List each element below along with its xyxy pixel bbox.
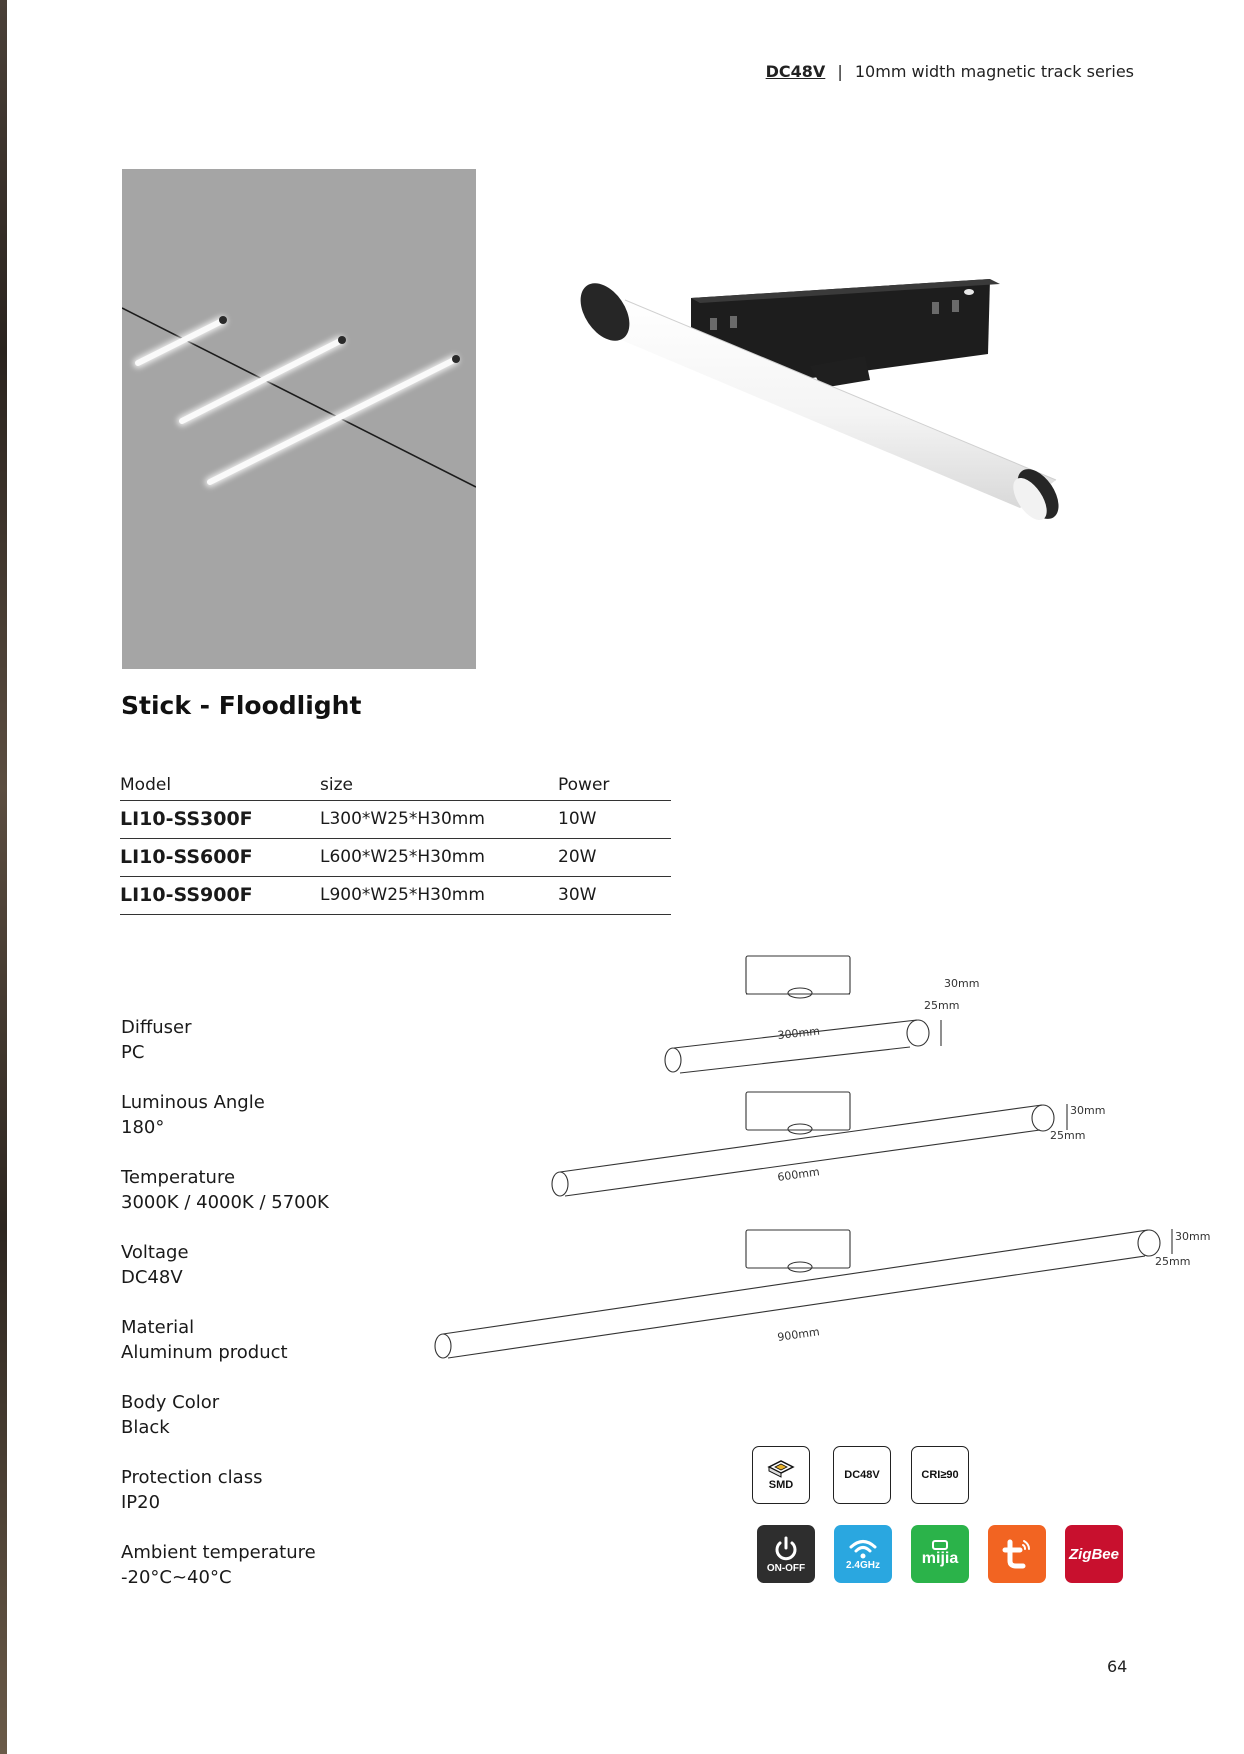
spec-value: 180° [121, 1117, 165, 1138]
dim-900-width: 25mm [1155, 1255, 1191, 1268]
page-edge-shadow [0, 0, 7, 1754]
power-icon [772, 1535, 800, 1563]
dim-900-height: 30mm [1175, 1230, 1211, 1243]
product-title: Stick - Floodlight [121, 691, 362, 720]
table-row [120, 877, 671, 915]
spec-label: Diffuser [121, 1017, 192, 1038]
header-power: Power [558, 774, 671, 801]
cell-model: LI10-SS600F [120, 839, 320, 877]
smd-chip-icon [766, 1459, 796, 1479]
cri-label: CRI≥90 [921, 1469, 959, 1481]
spec-diffuser [121, 1015, 441, 1090]
header-model: Model [120, 774, 320, 801]
tuya-icon [1000, 1537, 1034, 1571]
cell-size: L600*W25*H30mm [320, 839, 558, 877]
cell-power: 10W [558, 801, 671, 839]
cell-size: L900*W25*H30mm [320, 877, 558, 915]
dim-300-height: 30mm [944, 977, 980, 990]
cell-size: L300*W25*H30mm [320, 801, 558, 839]
wifi-icon [848, 1538, 878, 1560]
cell-model: LI10-SS900F [120, 877, 320, 915]
stick-light-3 [210, 355, 460, 482]
spec-value: -20°C~40°C [121, 1567, 232, 1588]
product-render [560, 270, 1120, 590]
spec-label: Voltage [121, 1242, 189, 1263]
smd-label: SMD [768, 1479, 794, 1491]
spec-list [121, 1015, 441, 1615]
wifi-label: 2.4GHz [846, 1559, 880, 1571]
spec-value: Aluminum product [121, 1342, 288, 1363]
voltage-label: DC48V [844, 1469, 880, 1481]
cell-model: LI10-SS300F [120, 801, 320, 839]
zigbee-label: ZigBee [1068, 1545, 1119, 1563]
spec-label: Luminous Angle [121, 1092, 265, 1113]
mijia-label: mijia [921, 1550, 959, 1567]
table-header-row [120, 774, 671, 801]
page-header [766, 62, 1134, 81]
dim-600-height: 30mm [1070, 1104, 1106, 1117]
dim-300-length: 300mm [776, 1024, 821, 1042]
spec-luminous-angle [121, 1090, 441, 1165]
dimension-drawing-300 [665, 956, 941, 1073]
dimension-drawings [430, 940, 1230, 1380]
zigbee-badge [1065, 1525, 1123, 1583]
mijia-badge [911, 1525, 969, 1583]
header-separator: | [837, 62, 843, 81]
spec-body-color [121, 1390, 441, 1465]
spec-ambient-temperature [121, 1540, 441, 1615]
spec-value: IP20 [121, 1492, 161, 1513]
spec-voltage [121, 1240, 441, 1315]
page-number: 64 [1107, 1657, 1128, 1676]
spec-label: Body Color [121, 1392, 220, 1413]
spec-material [121, 1315, 441, 1390]
model-table [120, 774, 671, 915]
spec-label: Temperature [121, 1167, 236, 1188]
voltage-badge [833, 1446, 891, 1504]
dim-900-length: 900mm [776, 1325, 821, 1344]
spec-value: PC [121, 1042, 145, 1063]
smd-badge [752, 1446, 810, 1504]
cri-badge [911, 1446, 969, 1504]
spec-value: DC48V [121, 1267, 183, 1288]
spec-label: Material [121, 1317, 195, 1338]
dimension-drawing-600 [552, 1092, 1067, 1196]
application-photo [122, 169, 476, 669]
dim-600-length: 600mm [776, 1165, 821, 1184]
table-row [120, 801, 671, 839]
header-size: size [320, 774, 558, 801]
spec-temperature [121, 1165, 441, 1240]
dim-600-width: 25mm [1050, 1129, 1086, 1142]
mijia-icon [931, 1540, 949, 1550]
spec-label: Protection class [121, 1467, 263, 1488]
cell-power: 30W [558, 877, 671, 915]
tuya-badge [988, 1525, 1046, 1583]
onoff-badge [757, 1525, 815, 1583]
spec-protection-class [121, 1465, 441, 1540]
cell-power: 20W [558, 839, 671, 877]
table-row [120, 839, 671, 877]
onoff-label: ON-OFF [766, 1562, 806, 1574]
dim-300-width: 25mm [924, 999, 960, 1012]
spec-value: 3000K / 4000K / 5700K [121, 1192, 329, 1213]
header-voltage: DC48V [765, 62, 826, 81]
wifi-badge [834, 1525, 892, 1583]
spec-label: Ambient temperature [121, 1542, 316, 1563]
spec-value: Black [121, 1417, 170, 1438]
header-series: 10mm width magnetic track series [854, 62, 1134, 81]
